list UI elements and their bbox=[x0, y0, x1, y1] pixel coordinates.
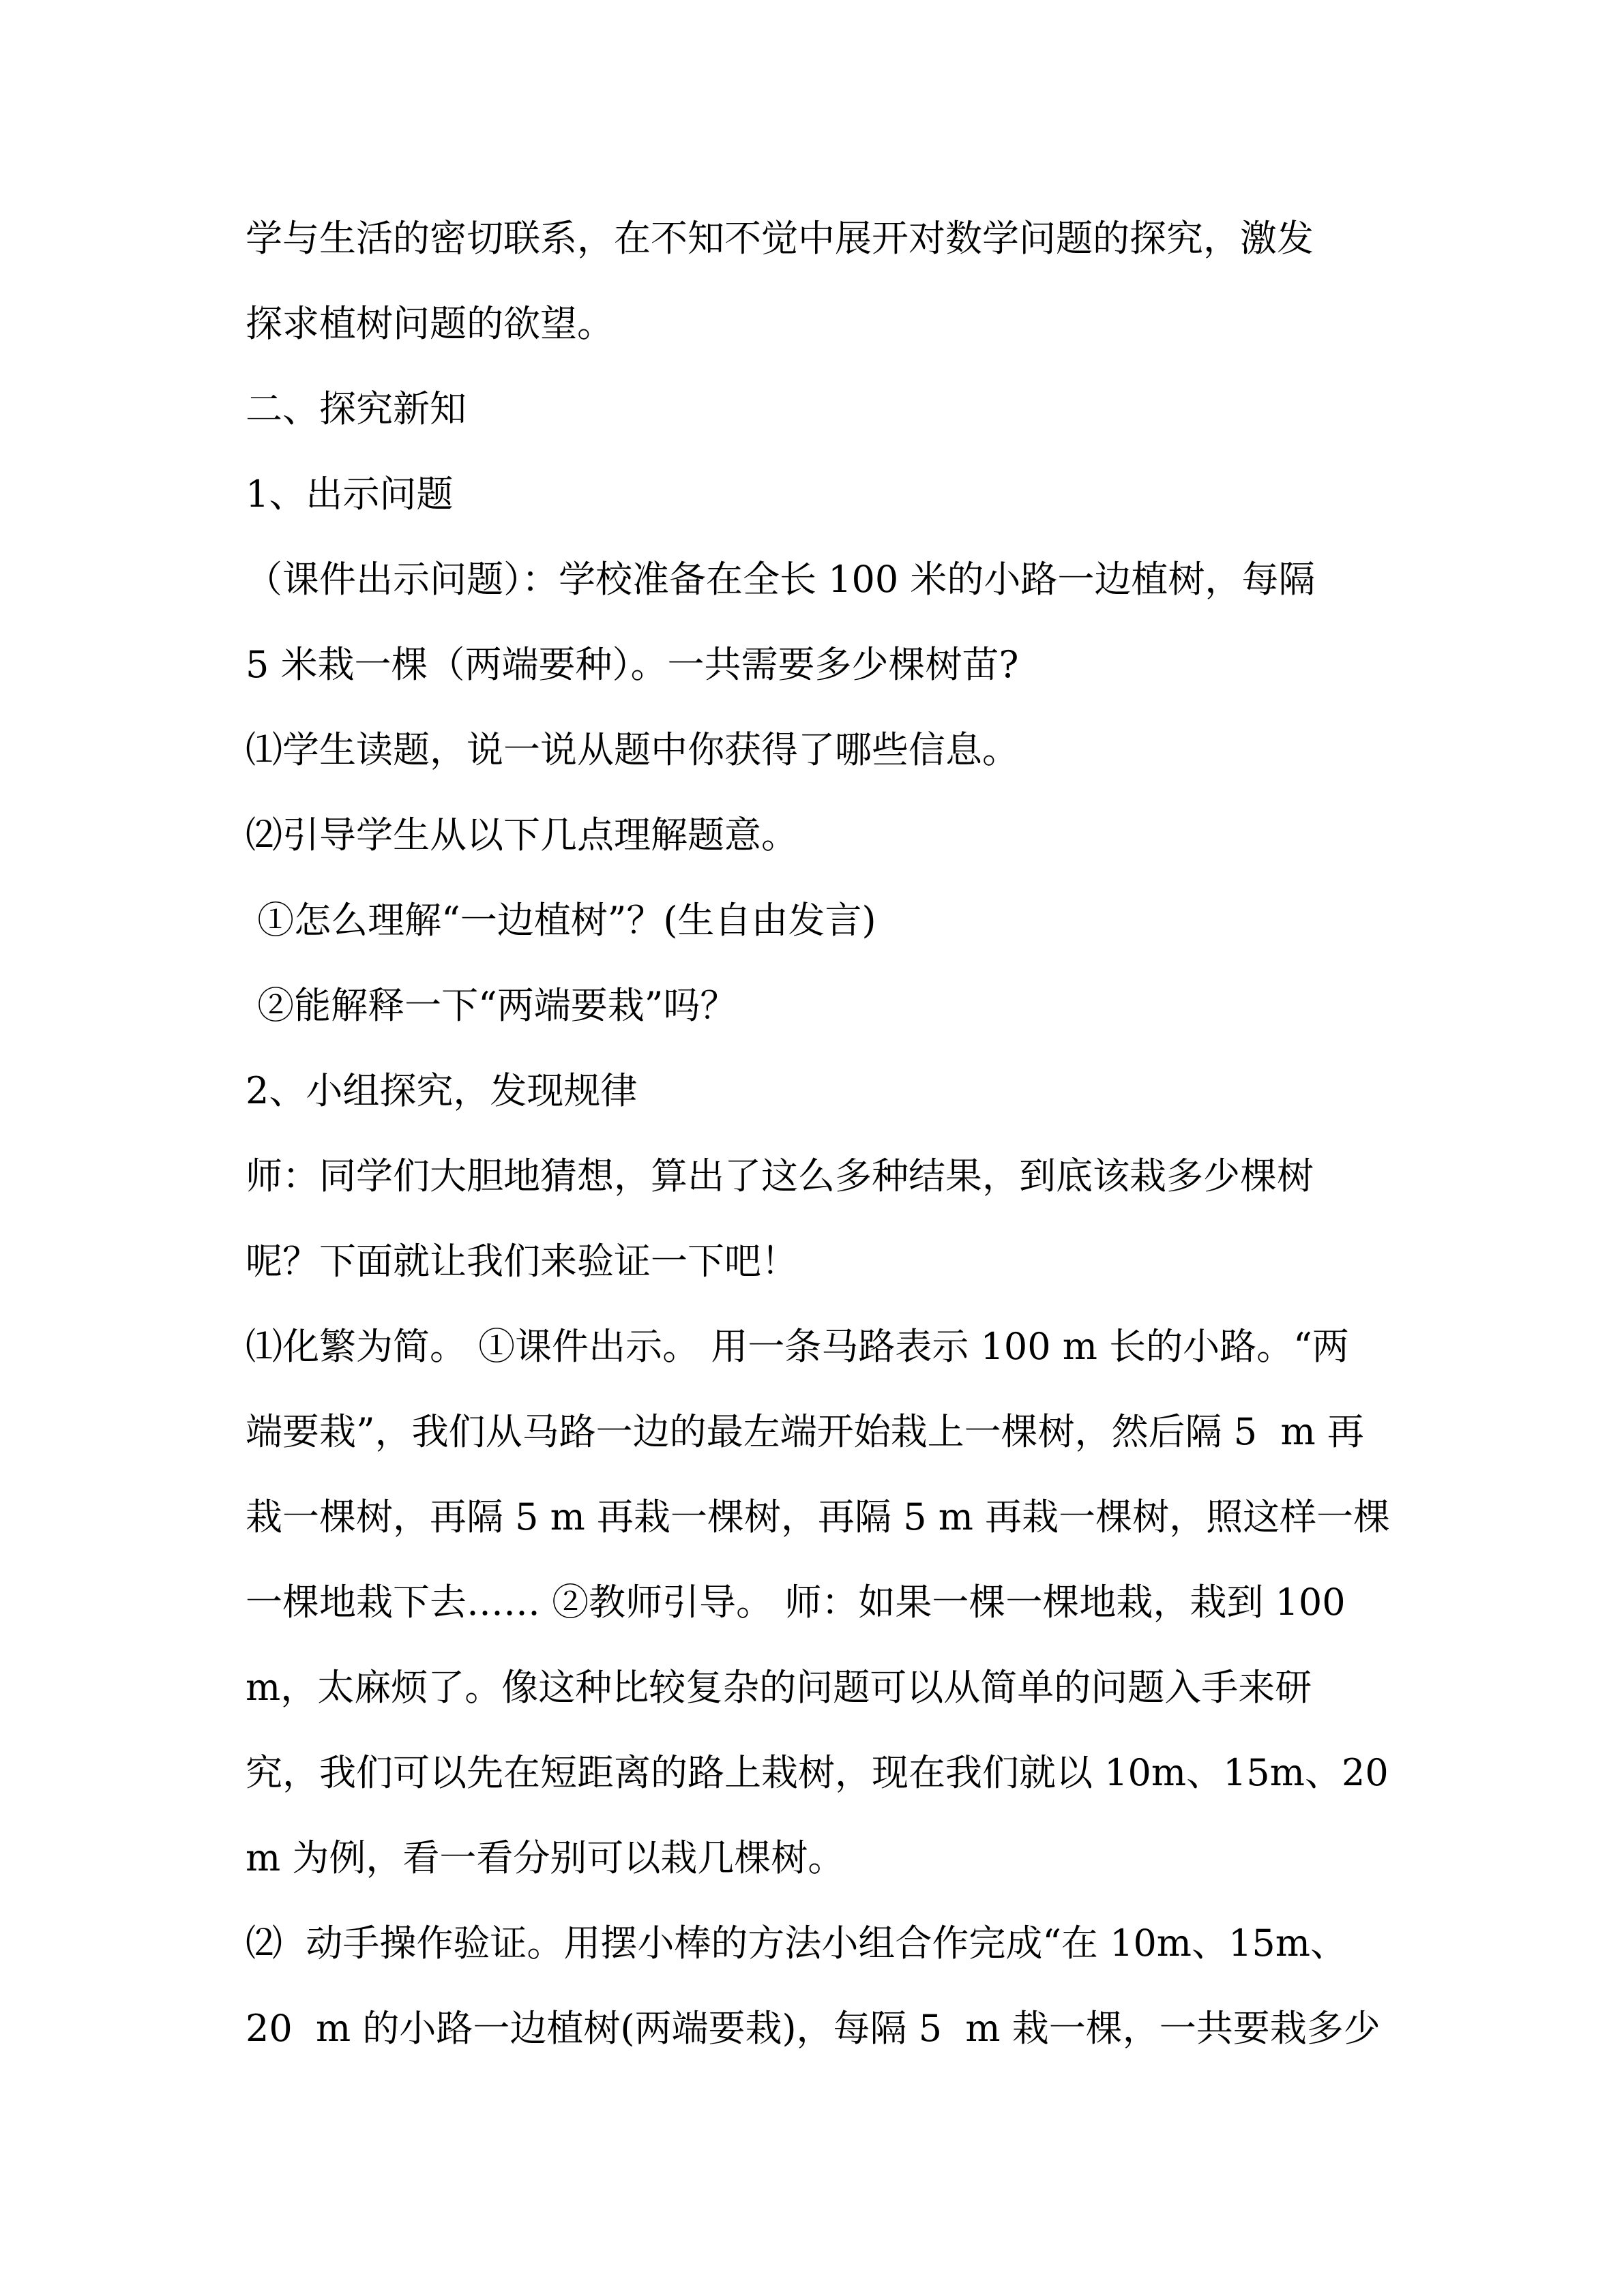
text-line: m，太麻烦了。像这种比较复杂的问题可以从简单的问题入手来研 bbox=[246, 1666, 1312, 1709]
text-line: m 为例，看一看分别可以栽几棵树。 bbox=[246, 1836, 845, 1879]
text-line: 学与生活的密切联系，在不知不觉中展开对数学问题的探究，激发 bbox=[246, 217, 1314, 260]
text-line: ①怎么理解“一边植树”？(生自由发言) bbox=[246, 899, 876, 942]
subsection-heading: 1、出示问题 bbox=[246, 473, 454, 516]
text-line: 呢？下面就让我们来验证一下吧！ bbox=[246, 1240, 798, 1283]
text-line: ⑵引导学生从以下几点理解题意。 bbox=[246, 814, 798, 856]
text-line: 师：同学们大胆地猜想，算出了这么多种结果，到底该栽多少棵树 bbox=[246, 1154, 1314, 1197]
text-line: 5 米栽一棵（两端要种）。一共需要多少棵树苗? bbox=[246, 643, 1019, 686]
text-line: 20 m 的小路一边植树(两端要栽)，每隔 5 m 栽一棵，一共要栽多少 bbox=[246, 2007, 1381, 2050]
text-line: 栽一棵树，再隔 5 m 再栽一棵树，再隔 5 m 再栽一棵树，照这样一棵 bbox=[246, 1495, 1391, 1538]
text-line: ⑴化繁为简。 ①课件出示。 用一条马路表示 100 m 长的小路。“两 bbox=[246, 1325, 1349, 1368]
text-line: ⑴学生读题，说一说从题中你获得了哪些信息。 bbox=[246, 728, 1019, 771]
text-line: ⑵ 动手操作验证。用摆小棒的方法小组合作完成“在 10m、15m、 bbox=[246, 1922, 1347, 1965]
text-line: 端要栽”，我们从马路一边的最左端开始栽上一棵树，然后隔 5 m 再 bbox=[246, 1410, 1364, 1453]
text-line: 究，我们可以先在短距离的路上栽树，现在我们就以 10m、15m、20 bbox=[246, 1751, 1389, 1794]
text-line: ②能解释一下“两端要栽”吗？ bbox=[246, 984, 737, 1027]
text-line: 一棵地栽下去…… ②教师引导。 师：如果一棵一棵地栽，栽到 100 bbox=[246, 1581, 1346, 1624]
text-line: （课件出示问题）：学校准备在全长 100 米的小路一边植树，每隔 bbox=[246, 558, 1316, 601]
subsection-heading: 2、小组探究，发现规律 bbox=[246, 1069, 638, 1112]
text-line: 探求植树问题的欲望。 bbox=[246, 302, 614, 345]
section-heading: 二、探究新知 bbox=[246, 387, 467, 430]
